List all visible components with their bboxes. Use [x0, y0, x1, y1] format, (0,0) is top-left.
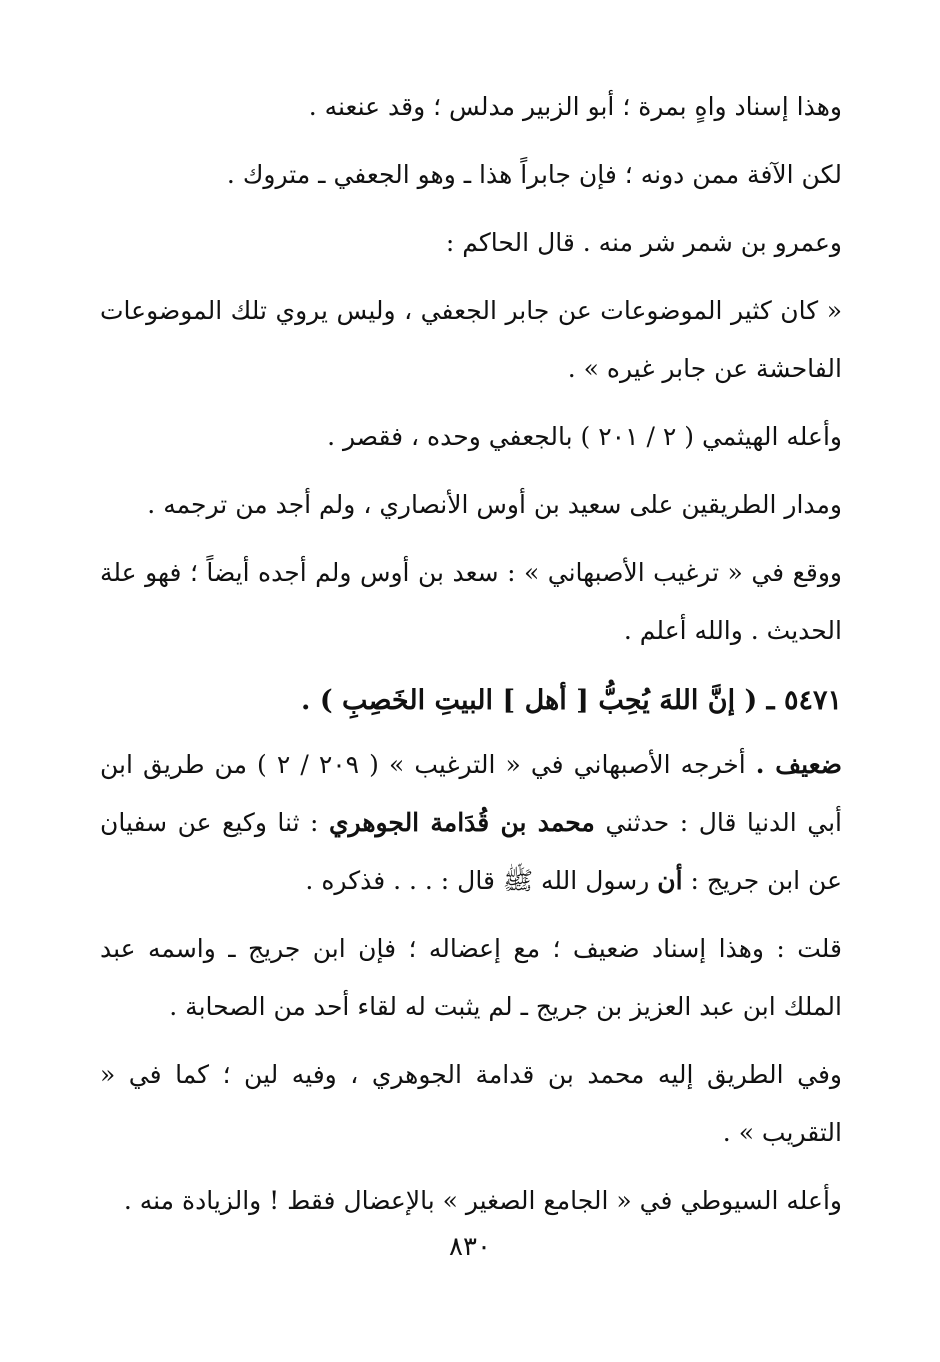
paragraph-amr-bin-shamir: وعمرو بن شمر شر منه . قال الحاكم :	[445, 228, 842, 257]
narrator-name: محمد بن قُدَامة الجوهري	[328, 808, 595, 837]
paragraph-jabir-matruk: لكن الآفة ممن دونه ؛ فإن جابراً هذا ـ وهو الجعفي ـ متروك .	[226, 160, 842, 189]
paragraph-qultu: قلت : وهذا إسناد ضعيف ؛ مع إعضاله ؛ فإن ابن جريج ـ واسمه عبد الملك ابن عبد العزيز بن جريج ـ لم يثبت له لقاء أحد من الصحابة .	[100, 934, 842, 1021]
takhrij-an: أن	[657, 866, 683, 895]
page-body	[100, 78, 842, 1230]
paragraph-ibn-qudama: وفي الطريق إليه محمد بن قدامة الجوهري ، وفيه لين ؛ كما في « التقريب » .	[100, 1060, 842, 1147]
takhrij-text-3: رسول الله ﷺ قال : . . . فذكره .	[305, 866, 658, 895]
paragraph-targheeb-note: ووقع في « ترغيب الأصبهاني » : سعد بن أوس ولم أجده أيضاً ؛ فهو علة الحديث . والله أعلم .	[100, 558, 842, 645]
takhrij-text-2: : ثنا وكيع عن سفيان عن ابن جريج :	[100, 808, 842, 895]
paragraph-takhrij	[100, 736, 842, 910]
page-number: ٨٣٠	[449, 1232, 491, 1262]
hadith-title: ٥٤٧١ ـ ( إنَّ اللهَ يُحِبُّ [ أهل ] البيتِ الخَصِبِ ) .	[301, 685, 842, 716]
grade-label: ضعيف .	[755, 750, 842, 779]
paragraph-saeed-bin-aws: ومدار الطريقين على سعيد بن أوس الأنصاري ، ولم أجد من ترجمه .	[147, 490, 842, 519]
paragraph-isnad-weak: وهذا إسناد واهٍ بمرة ؛ أبو الزبير مدلس ؛ وقد عنعنه .	[308, 92, 842, 121]
takhrij-text-1: أخرجه الأصبهاني في « الترغيب » ( ٢٠٩ / ٢ ) من طريق ابن أبي الدنيا قال : حدثني	[100, 750, 842, 837]
paragraph-hakim-quote: « كان كثير الموضوعات عن جابر الجعفي ، وليس يروي تلك الموضوعات الفاحشة عن جابر غيره » .	[100, 296, 843, 383]
paragraph-suyuti: وأعله السيوطي في « الجامع الصغير » بالإعضال فقط ! والزيادة منه .	[123, 1186, 842, 1215]
paragraph-haythami: وأعله الهيثمي ( ٢ / ٢٠١ ) بالجعفي وحده ، فقصر .	[327, 422, 842, 451]
